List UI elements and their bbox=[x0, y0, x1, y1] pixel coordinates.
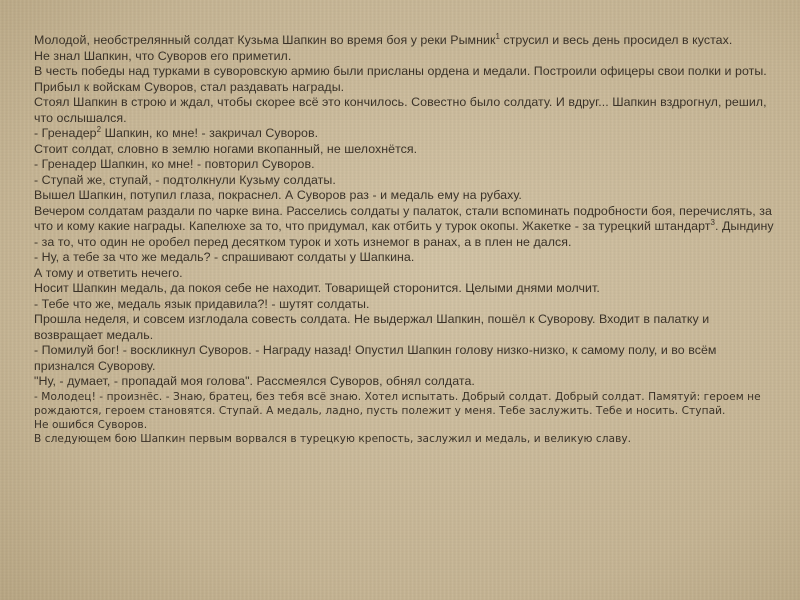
paragraph-3: В честь победы над турками в суворовскую армию были присланы ордена и медали. Построили офицеры свои полки и роты. Прибыл к войскам Суворов, стал раздавать награды. bbox=[34, 64, 767, 94]
paragraph-20: В следующем бою Шапкин первым ворвался в турецкую крепость, заслужил и медаль, и великую славу. bbox=[34, 433, 632, 446]
paragraph-11: - Ну, а тебе за что же медаль? - спрашивают солдаты у Шапкина. bbox=[34, 250, 415, 264]
paragraph-17: "Ну, - думает, - пропадай моя голова". Рассмеялся Суворов, обнял солдата. bbox=[34, 374, 475, 388]
paragraph-2: Не знал Шапкин, что Суворов его приметил. bbox=[34, 48, 292, 63]
story-text bbox=[34, 33, 774, 446]
paragraph-13: Носит Шапкин медаль, да покоя себе не находит. Товарищей сторонится. Целыми днями молчит. bbox=[34, 281, 600, 295]
paragraph-12: А тому и ответить нечего. bbox=[34, 265, 183, 280]
paragraph-15: Прошла неделя, и совсем изглодала совесть солдата. Не выдержал Шапкин, пошёл к Суворову. Входит в палатку и возвращает медаль. bbox=[34, 312, 710, 342]
paragraph-4: Стоял Шапкин в строю и ждал, чтобы скорее всё это кончилось. Совестно было солдату. И вдруг... Шапкин вздрогнул, решил, что ослышался. bbox=[34, 95, 767, 125]
footnote-mark-1: 1 bbox=[495, 31, 500, 41]
paragraph-14: - Тебе что же, медаль язык придавила?! - шутят солдаты. bbox=[34, 296, 370, 311]
paragraph-18: - Молодец! - произнёс. - Знаю, братец, без тебя всё знаю. Хотел испытать. Добрый солдат. Добрый солдат. Памятуй: героем не рождаются, героем становятся. Ступай. А медаль, ладно, пусть полежит у меня. Тебе заслужить. Тебе и носить. Ступай. bbox=[34, 390, 761, 417]
paragraph-19: Не ошибся Суворов. bbox=[34, 418, 148, 431]
footnote-mark-3: 3 bbox=[710, 217, 715, 227]
paragraph-10: Вечером солдатам раздали по чарке вина. Расселись солдаты у палаток, стали вспоминать подробности боя, перечислять, за что и кому какие награды. Капелюхе за то, что придумал, как отбить у турок окопы. Жакетке - за турецкий штандарт$^3$. Дындину - за то, что один не оробел перед десятком турок и хоть изнемог в ранах, а в плен не дался. bbox=[34, 203, 774, 249]
paragraph-9: Вышел Шапкин, потупил глаза, покраснел. А Суворов раз - и медаль ему на рубаху. bbox=[34, 188, 522, 202]
paragraph-1: Молодой, необстрелянный солдат Кузьма Шапкин во время боя у реки Рымник$^1$ струсил и весь день просидел в кустах. bbox=[34, 31, 733, 47]
paragraph-7: - Гренадер Шапкин, ко мне! - повторил Суворов. bbox=[34, 157, 315, 171]
paragraph-6: Стоит солдат, словно в землю ногами вкопанный, не шелохнётся. bbox=[34, 141, 418, 156]
footnote-mark-2: 2 bbox=[96, 124, 102, 134]
paragraph-5: - Гренадер$^2$ Шапкин, ко мне! - закричал Суворов. bbox=[34, 124, 319, 140]
paragraph-16: - Помилуй бог! - воскликнул Суворов. - Награду назад! Опустил Шапкин голову низко-низко, к самому полу, и во всём признался Суворову. bbox=[34, 343, 717, 373]
paragraph-8: - Ступай же, ступай, - подтолкнули Кузьму солдаты. bbox=[34, 172, 336, 187]
